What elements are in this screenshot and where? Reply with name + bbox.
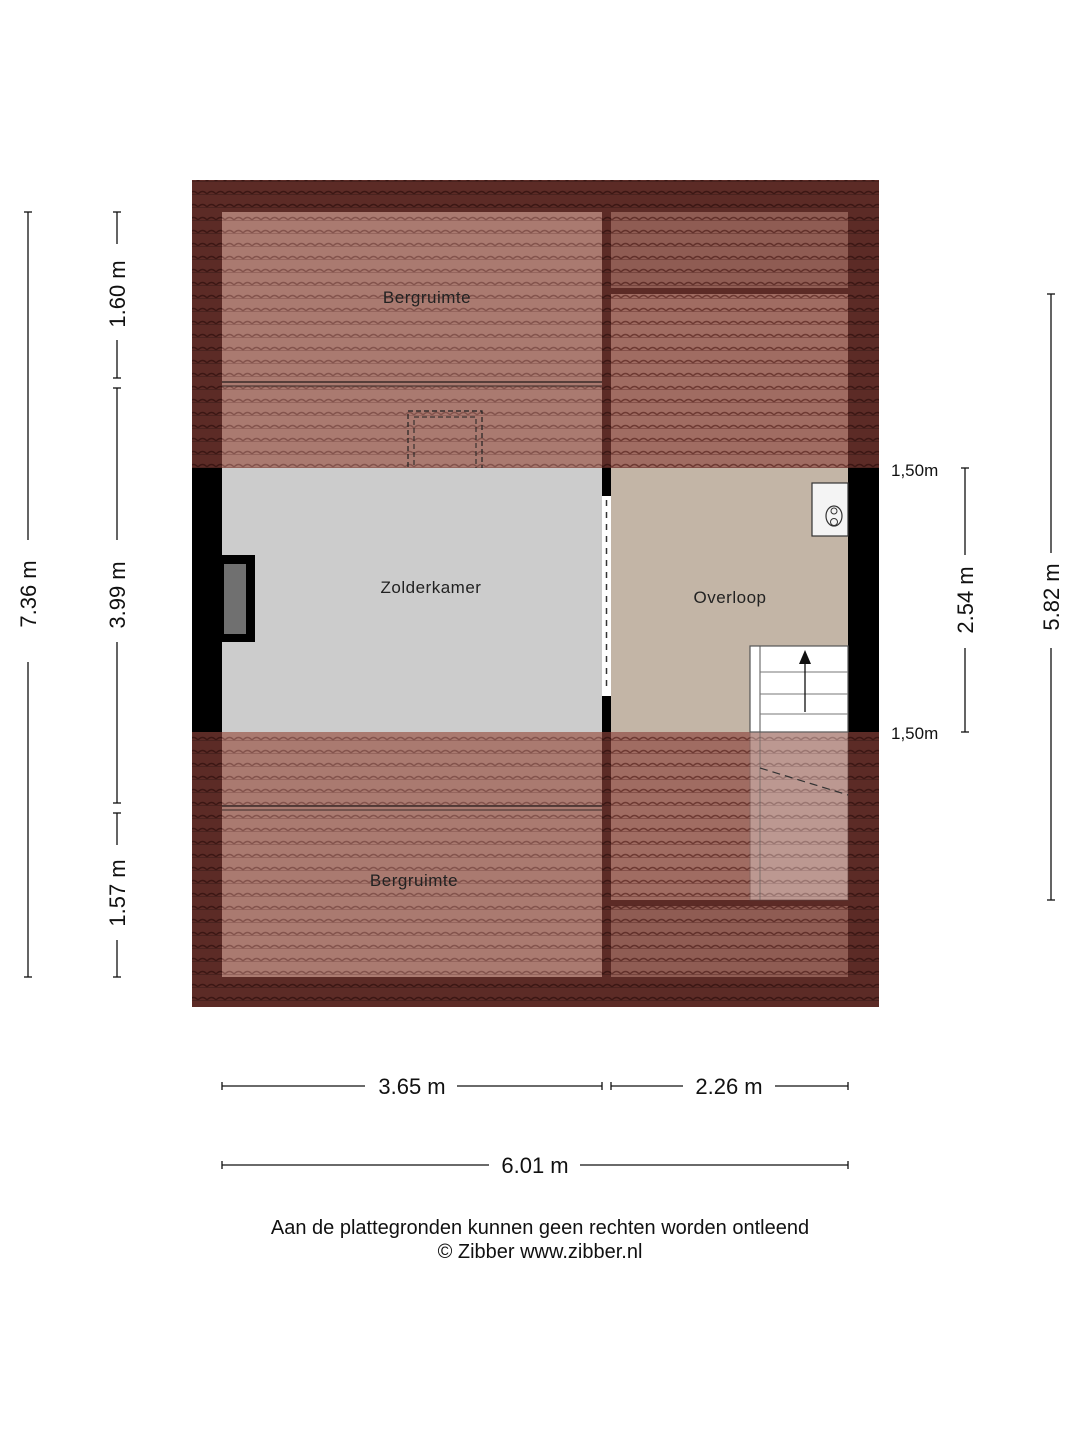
dim-label-left-middle: 3.99 m (105, 561, 130, 629)
roof-bottom-right-strip (611, 906, 848, 977)
chimney-flue (224, 564, 246, 634)
zolderkamer-floor (222, 468, 602, 732)
dim-label-right-middle: 2.54 m (953, 566, 978, 634)
dim-label-bottom-right: 2.26 m (695, 1074, 763, 1099)
dim-label-left-total: 7.36 m (16, 560, 41, 628)
stairs-lower (750, 732, 848, 900)
room-label-zolderkamer: Zolderkamer (380, 578, 482, 597)
dim-label-right-total: 5.82 m (1039, 563, 1064, 631)
room-label-bergruimte-top: Bergruimte (382, 288, 472, 307)
room-label-bergruimte-bottom: Bergruimte (369, 871, 459, 890)
boiler (812, 483, 848, 536)
room-label-overloop: Overloop (693, 588, 767, 607)
dim-label-left-bottom: 1.57 m (105, 859, 130, 927)
bergruimte-top-overlay (222, 212, 602, 468)
copyright-text: © Zibber www.zibber.nl (437, 1241, 643, 1263)
dim-label-bottom-left: 3.65 m (378, 1074, 446, 1099)
dim-label-bottom-total: 6.01 m (501, 1153, 569, 1178)
dim-label-left-top: 1.60 m (105, 260, 130, 328)
roof-top-right (611, 294, 848, 468)
disclaimer-text: Aan de plattegronden kunnen geen rechten worden ontleend (270, 1217, 810, 1239)
dim-label-right-lower-height: 1,50m (891, 724, 939, 743)
roof-top-right-strip (611, 212, 848, 288)
wall-left (192, 468, 222, 732)
dim-label-right-upper-height: 1,50m (891, 461, 939, 480)
wall-right (848, 468, 879, 732)
wall-divider-bottom (602, 696, 611, 732)
bergruimte-bottom-overlay (222, 732, 602, 977)
stairs[interactable] (750, 646, 848, 732)
wall-divider-top (602, 468, 611, 496)
